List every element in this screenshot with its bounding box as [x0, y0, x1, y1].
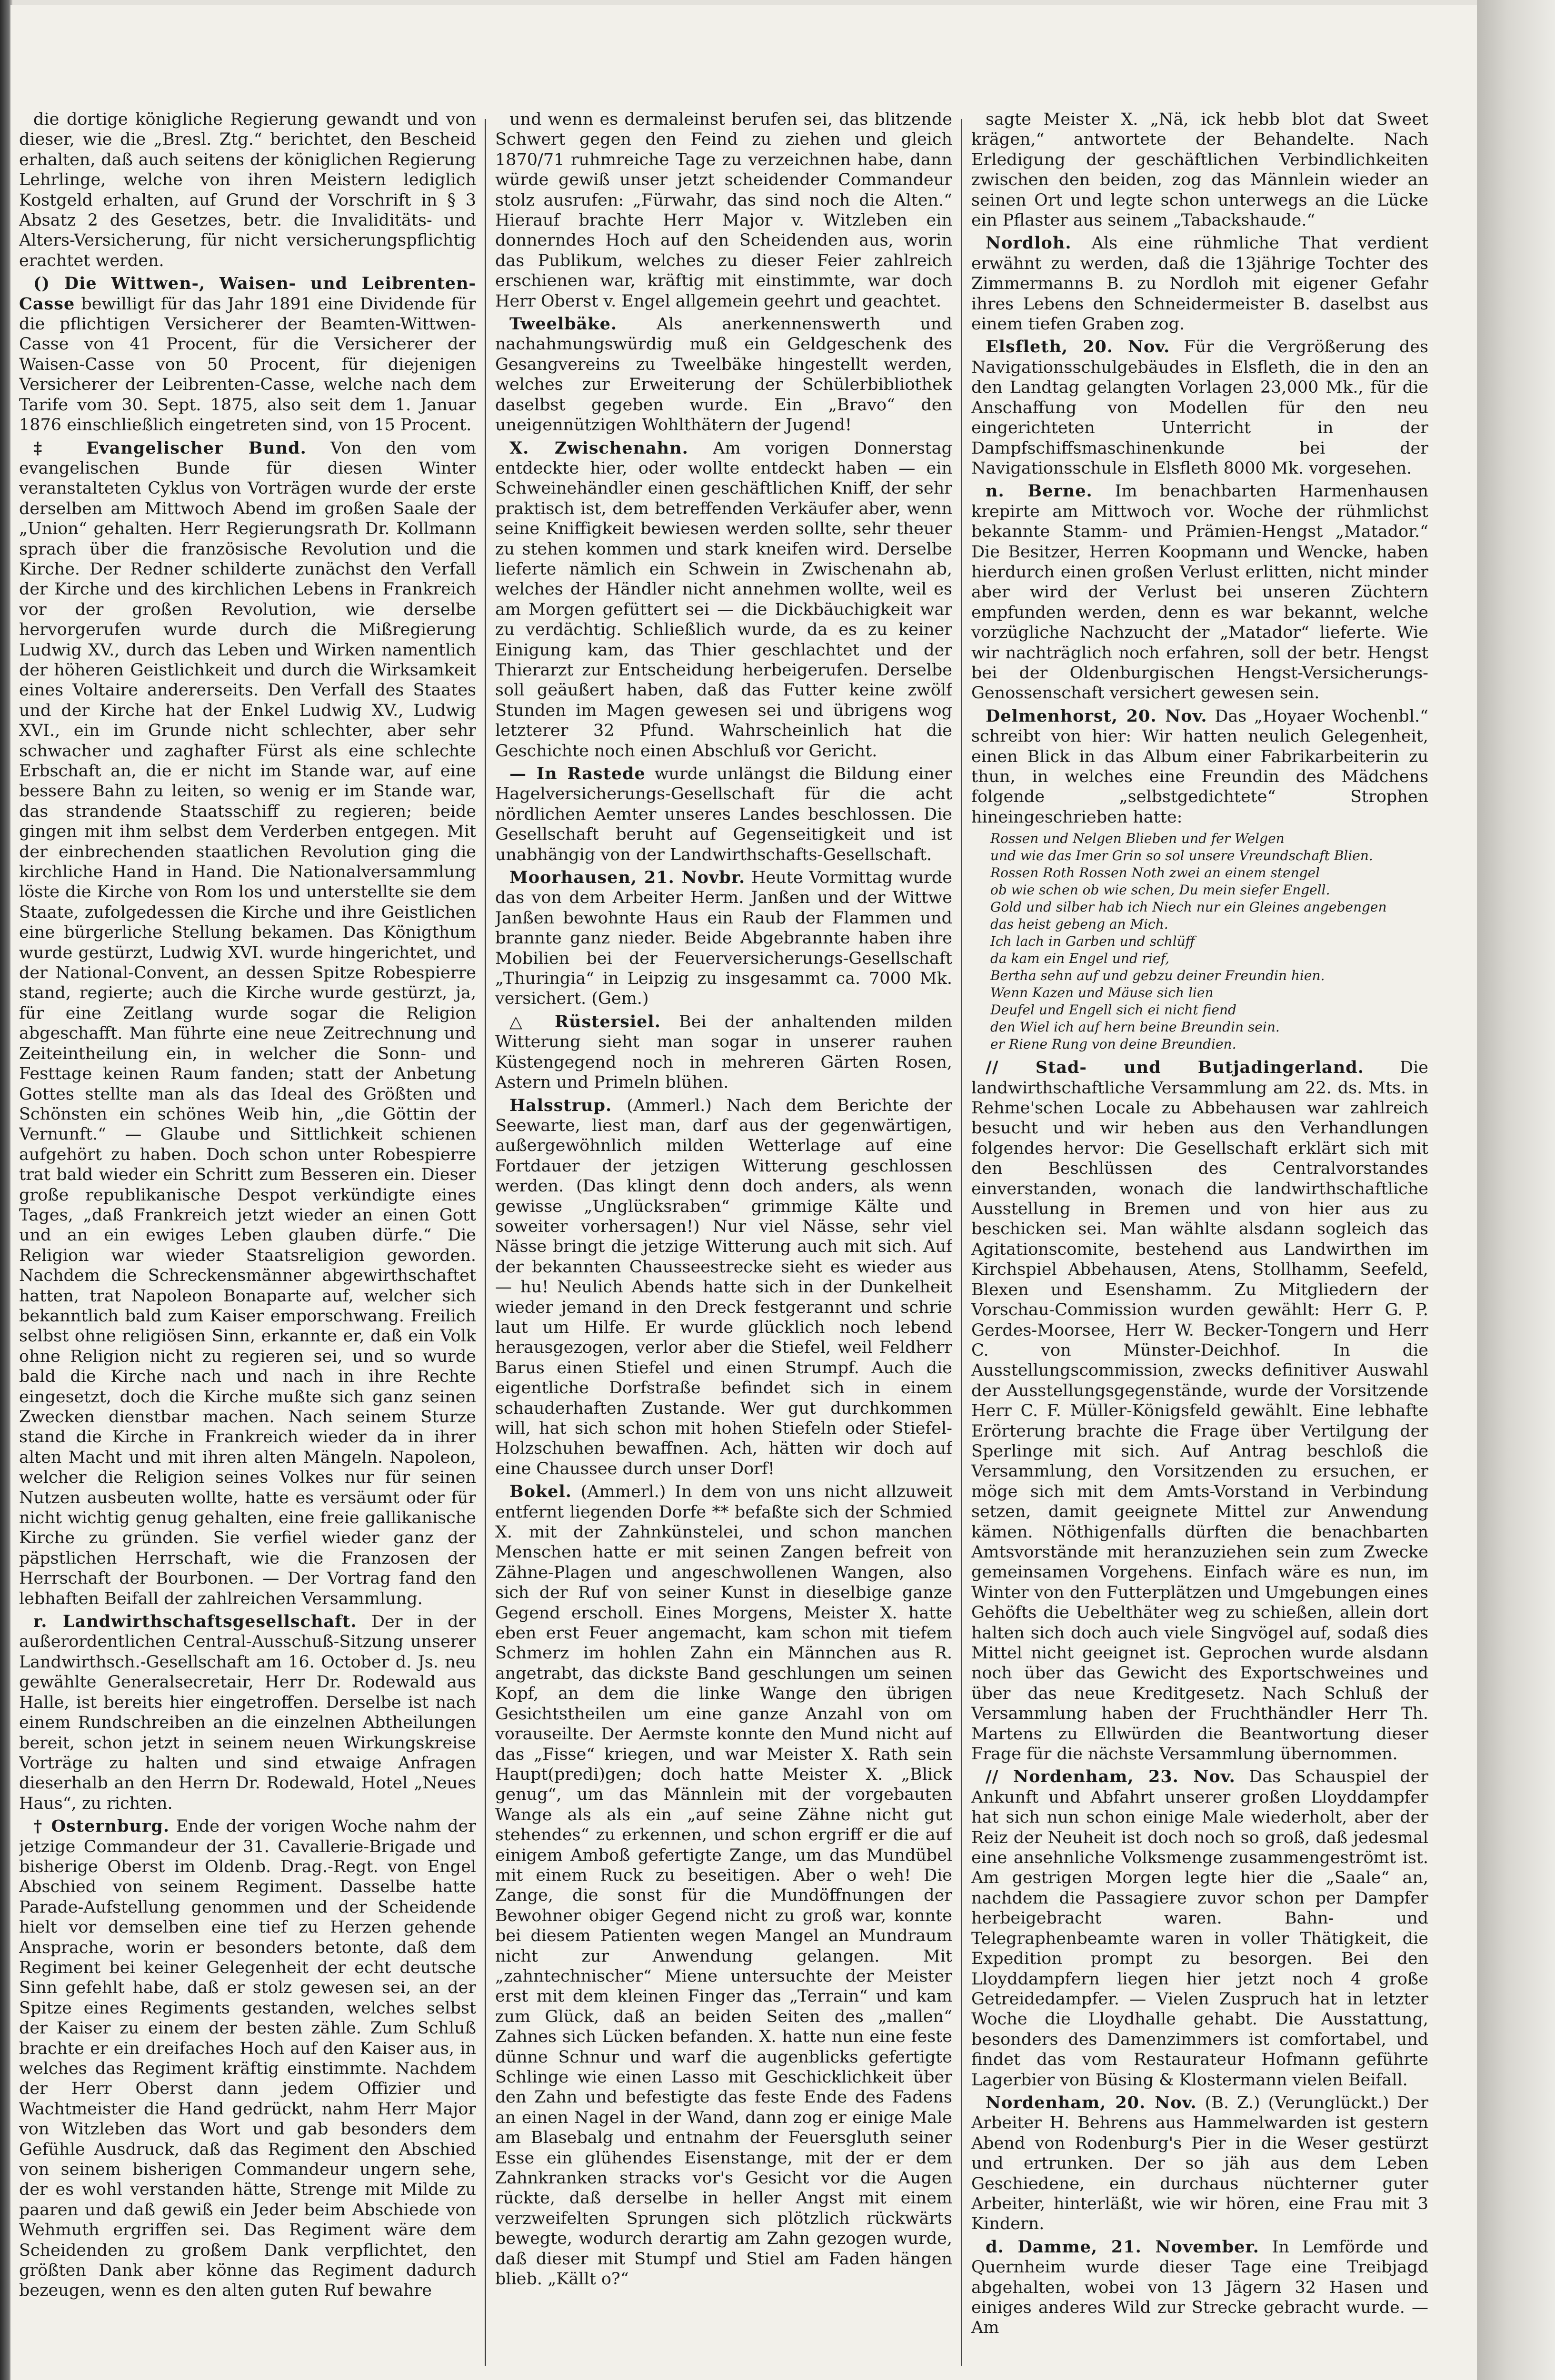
article-heading: Delmenhorst, 20. Nov. — [986, 706, 1207, 726]
page-edge — [1477, 0, 1555, 2380]
article-text: Heute Vormittag wurde das von dem Arbeiter Herm. Janßen und der Wittwe Janßen bewohnte Haus ein Raub der Flammen und brannte ganz nieder. Beide Abgebrannte haben ihre Mobilien bei der Feuerversicherungs-Gesellschaft „Thuringia“ in Leipzig zu insgesammt ca. 7000 Mk. versichert. (Gem.) — [495, 868, 952, 1009]
article-text: Der in der außerordentlichen Central-Ausschuß-Sitzung unserer Landwirthsch.-Gesellschaft am 16. October d. Js. neu gewählte Generalsecretair, Herr Dr. Rodewald aus Halle, ist bereits hier eingetroffen. Derselbe ist nach einem Rundschreiben an die einzelnen Abtheilungen bereit, schon jetzt in seinem neuen Wirkungskreise Vorträge zu halten und sind etwaige Anfragen dieserhalb an den Herrn Dr. Rodewald, Hotel „Neues Haus“, zu richten. — [19, 1612, 476, 1813]
article-heading: () Die Wittwen-, Waisen- und Leibrenten-Casse — [19, 274, 476, 314]
article-heading: † Osternburg. — [33, 1816, 170, 1836]
article — [495, 1012, 952, 1093]
poem-line: Bertha sehn auf und gebzu deiner Freundin hien. — [990, 968, 1325, 984]
article — [19, 1612, 476, 1814]
article-text: Das Schauspiel der Ankunft und Abfahrt unserer großen Lloyddampfer hat sich nun schon einige Male wiederholt, aber der Reiz der Neuheit ist doch noch so groß, daß jedesmal eine ansehnliche Volksmenge zusammengeströmt ist. Am gestrigen Morgen legte hier die „Saale“ an, nachdem die Passagiere zuvor schon per Dampfer herbeigebracht waren. Bahn- und Telegraphenbeamte waren in voller Thätigkeit, die Expedition prompt zu besorgen. Bei den Lloyddampfern liegen hier jetzt noch 4 große Getreidedampfer. — Vielen Zuspruch hat in letzter Woche die Lloydhalle gehabt. Die Ausstattung, besonders des Damenzimmers ist comfortabel, und findet das vom Restaurateur Hofmann geführte Lagerbier von Büsing & Klostermann vielen Beifall. — [971, 1767, 1428, 2090]
article-text: Als anerkennenswerth und nachahmungswürdig muß ein Geldgeschenk des Gesangvereins zu Tweelbäke hingestellt werden, welches zur Erweiterung der Schülerbibliothek daselbst gegeben wurde. Ein „Bravo“ den uneigennützigen Wohlthätern der Jugend! — [495, 315, 952, 435]
poem-line: Gold und silber hab ich Niech nur ein Gleines angebengen — [990, 899, 1387, 915]
column-rule — [961, 119, 962, 2366]
article-heading: Halsstrup. — [509, 1095, 612, 1115]
column-1 — [19, 109, 476, 2356]
article — [19, 1816, 476, 2301]
poem-line: den Wiel ich auf hern beine Breundin sein. — [990, 1019, 1280, 1035]
article — [971, 337, 1428, 478]
poem-line: das heist gebeng an Mich. — [990, 916, 1168, 932]
article-heading: X. Zwischenahn. — [509, 438, 688, 458]
poem-line: und wie das Imer Grin so sol unsere Vreundschaft Blien. — [990, 848, 1373, 864]
column-3 — [971, 109, 1428, 2356]
article-text: Das „Hoyaer Wochenbl.“ schreibt von hier: Wir hatten neulich Gelegenheit, einen Blick in das Album einer Fabrikarbeiterin zu thun, in welches eine Freundin des Mädchens folgende „selbstgedichtete“ Strophen hineingeschrieben hatte: — [971, 706, 1428, 827]
article-text: Am vorigen Donnerstag entdeckte hier, oder wollte entdeckt haben — ein Schweinehändler einen geschäftlichen Kniff, der sehr praktisch ist, dem betreffenden Verkäufer aber, wenn seine Kniffigkeit bewiesen werden sollte, sehr theuer zu stehen kommen und stark kneifen wird. Derselbe lieferte nämlich ein Schwein in Zwischenahn ab, welches der Händler nicht annehmen wollte, weil es am Morgen gefüttert sei — die Dickbäuchigkeit war zu verdächtig. Schließlich wurde, da es zu keiner Einigung kam, das Thier geschlachtet und der Thierarzt zur Entscheidung herbeigerufen. Derselbe soll geäußert haben, daß das Futter keine zwölf Stunden im Magen gewesen sei und übrigens wog letzterer 32 Pfund. Wahrscheinlich hat die Geschichte noch einen Abschluß vor Gericht. — [495, 438, 952, 761]
article — [971, 233, 1428, 334]
article — [971, 1058, 1428, 1764]
article — [495, 438, 952, 762]
article-heading: // Nordenham, 23. Nov. — [986, 1767, 1236, 1787]
article-heading: n. Berne. — [986, 481, 1093, 501]
article — [19, 274, 476, 435]
article — [971, 2237, 1428, 2338]
poem-line: Rossen Roth Rossen Noth zwei an einem stengel — [990, 865, 1320, 881]
article-text: Bei der anhaltenden milden Witterung sieht man sogar in unserer rauhen Küstengegend noch in mehreren Gärten Rosen, Astern und Primeln blühen. — [495, 1012, 952, 1092]
article — [495, 1482, 952, 2289]
paragraph: sagte Meister X. „Nä, ick hebb blot dat Sweet krägen,“ antwortete der Behandelte. Nach Erledigung der geschäftlichen Verbindlichkeiten zwischen den beiden, zog das Männlein wieder an seinen Ort und legte schon unterwegs an die Lücke ein Pflaster aus seinem „Tabackshaude.“ — [971, 110, 1428, 230]
article-heading: Nordenham, 20. Nov. — [986, 2092, 1197, 2112]
article-text: wurde unlängst die Bildung einer Hagelversicherungs-Gesellschaft für die acht nördlichen Aemter unseres Landes beschlossen. Die Gesellschaft beruht auf Gegenseitigkeit und ist unabhängig von der Landwirthschafts-Gesellschaft. — [495, 764, 952, 864]
column-2 — [495, 109, 952, 2356]
article-heading: — In Rastede — [509, 764, 646, 783]
article-text: Von den vom evangelischen Bunde für diesen Winter veranstalteten Cyklus von Vorträgen wurde der erste derselben am Mittwoch Abend im großen Saale der „Union“ gehalten. Herr Regierungsrath Dr. Kollmann sprach über die französische Revolution und die Kirche. Der Redner schilderte zunächst den Verfall der Kirche und des kirchlichen Lebens in Frankreich vor der großen Revolution, wie derselbe hervorgerufen wurde durch die Mißregierung Ludwig XV., durch das Leben und Wirken namentlich der höheren Geistlichkeit und durch die Wirksamkeit eines Voltaire andererseits. Den Verfall des Staates und der Kirche hat der Enkel Ludwig XV., Ludwig XVI., ein im Grunde nicht schlechter, aber sehr schwacher und zaghafter Fürst als eine schlechte Erbschaft an, die er nicht im Stande war, auf eine bessere Bahn zu leiten, so wenig er im Stande war, das strandende Staatsschiff zu regieren; beide gingen mit ihm selbst dem Verderben entgegen. Mit der einbrechenden staatlichen Revolution ging die kirchliche Hand in Hand. Die Nationalversammlung löste die Kirche von Rom los und unterstellte sie dem Staate, zufolgedessen die Kirche und ihre Geistlichen eine bürgerliche Stellung bekamen. Das Königthum wurde gestürzt, Ludwig XVI. wurde hingerichtet, und der National-Convent, an dessen Spitze Robespierre stand, regierte; auch die Kirche wurde gestürzt, ja, für eine Zeitlang wurde sogar die Religion abgeschafft. Man führte eine neue Zeitrechnung und Zeiteintheilung ein, in welcher die Sonn- und Festtage keinen Raum fanden; statt der Anbetung Gottes stellte man als das Ideal des Größten und Schönsten ein schönes Weib hin, „die Göttin der Vernunft.“ — Glaube und Sittlichkeit schienen aufgehört zu haben. Doch schon unter Robespierre trat bald wieder ein Schritt zum Besseren ein. Dieser große republikanische Despot verkündigte eines Tages, „daß Frankreich jetzt wieder an einen Gott und an ein ewiges Leben glauben dürfe.“ Die Religion war wieder Staatsreligion geworden. Nachdem die Schreckensmänner abgewirthschaftet hatten, trat Napoleon Bonaparte auf, welcher sich bekanntlich bald zum Kaiser emporschwang. Freilich selbst ohne religiösen Sinn, erkannte er, daß ein Volk ohne Religion nicht zu regieren sei, und so wurde bald die Kirche nach und nach in ihre Rechte eingesetzt, doch die Kirche mußte sich ganz seinen Zwecken dienstbar machen. Nach seinem Sturze stand die Kirche in Frankreich wieder da in ihrer alten Macht und mit ihren alten Mängeln. Napoleon, welcher die Religion seines Volkes nur für seinen Nutzen ausbeuten wollte, hatte es versäumt oder für nicht wichtig genug gehalten, eine freie gallikanische Kirche zu gründen. Sie verfiel wieder ganz der päpstlichen Herrschaft, wie die Franzosen der Herrschaft der Bourbonen. — Der Vortrag fand den lebhaften Beifall der zahlreichen Versammlung. — [19, 438, 476, 1608]
article — [971, 706, 1428, 827]
article-heading: Elsfleth, 20. Nov. — [986, 337, 1170, 357]
poem-line: Wenn Kazen und Mäuse sich lien — [990, 985, 1214, 1001]
article-text: bewilligt für das Jahr 1891 eine Dividende für die pflichtigen Versicherer der Beamten-Wittwen-Casse von 41 Procent, für die Versicherer der Waisen-Casse von 50 Procent, für diejenigen Versicherer der Leibrenten-Casse, welche nach dem Tarife vom 30. Sept. 1875, also seit dem 1. Januar 1876 einschließlich eingetreten sind, von 15 Procent. — [19, 294, 476, 435]
article-heading: // Stad- und Butjadingerland. — [986, 1058, 1364, 1078]
article — [495, 868, 952, 1009]
article-heading: Bokel. — [509, 1482, 572, 1502]
paragraph: und wenn es dermaleinst berufen sei, das blitzende Schwert gegen den Feind zu ziehen und gleich 1870/71 ruhmreiche Tage zu verzeichnen habe, dann würde gewiß unser jetzt scheidender Commandeur stolz ausrufen: „Fürwahr, das sind noch die Alten.“ Hierauf brachte Herr Major v. Witzleben ein donnerndes Hoch auf den Scheidenden aus, worin das Publikum, welches zu dieser Feier zahlreich erschienen war, kräftig mit einstimmte, war doch Herr Oberst v. Engel allgemein geehrt und geachtet. — [495, 110, 952, 311]
article-text: (B. Z.) (Verunglückt.) Der Arbeiter H. Behrens aus Hammelwarden ist gestern Abend von Rodenburg's Pier in die Weser gestürzt und ertrunken. Der so jäh aus dem Leben Geschiedene, ein durchaus nüchterner guter Arbeiter, hinterläßt, wie wir hören, eine Frau mit 3 Kindern. — [971, 2093, 1428, 2234]
article-heading: ‡ Evangelischer Bund. — [33, 438, 307, 458]
article — [495, 1096, 952, 1479]
article — [495, 314, 952, 435]
article-heading: Nordloh. — [986, 233, 1072, 253]
poem-line: ob wie schen ob wie schen, Du mein siefer Engell. — [990, 882, 1330, 898]
article — [495, 764, 952, 865]
article-text: Im benachbarten Harmenhausen krepirte am Mittwoch vor. Woche der rühmlichst bekannte Stamm- und Prämien-Hengst „Matador.“ Die Besitzer, Herren Koopmann und Wencke, haben hierdurch einen großen Verlust erlitten, nicht minder aber wird der Verlust bei unseren Züchtern empfunden werden, denn es war bekannt, welche vorzügliche Nachzucht der „Matador“ lieferte. Wie wir nachträglich noch erfahren, soll der betr. Hengst bei der Oldenburgischen Hengst-Versicherungs-Genossenschaft versichert gewesen sein. — [971, 482, 1428, 703]
article — [19, 438, 476, 1609]
article-heading: r. Landwirthschaftsgesellschaft. — [33, 1612, 357, 1632]
article-text: Für die Vergrößerung des Navigationsschulgebäudes in Elsfleth, die in den an den Landtag gelangten Vorlagen 23,000 Mk., für die Anschaffung von Modellen für den neu eingerichteten Unterricht in der Dampfschiffsmaschinenkunde bei der Navigationsschule in Elsfleth 8000 Mk. vorgesehen. — [971, 337, 1428, 478]
article — [971, 1767, 1428, 2090]
poem-line: Deufel und Engell sich ei nicht fiend — [990, 1002, 1236, 1018]
album-poem — [971, 830, 1428, 1053]
poem-line: Ich lach in Garben und schlüff — [990, 933, 1195, 950]
poem-line: da kam ein Engel und rief, — [990, 951, 1169, 967]
article-text: Die landwirthschaftliche Versammlung am 22. ds. Mts. in Rehme'schen Locale zu Abbehausen war zahlreich besucht und wir heben aus den Verhandlungen folgendes hervor: Die Gesellschaft erklärt sich mit den Beschlüssen des Centralvorstandes einverstanden, wonach die landwirthschaftliche Ausstellung in Bremen und von hier aus zu beschicken sei. Man wählte alsdann sogleich das Agitationscomite, bestehend aus Landwirthen im Kirchspiel Abbehausen, Atens, Stollhamm, Seefeld, Blexen und Esenshamm. Zu Mitgliedern der Vorschau-Commission wurden gewählt: Herr G. P. Gerdes-Moorsee, Herr W. Becker-Tongern und Herr C. von Münster-Deichhof. In die Ausstellungscommission, zwecks definitiver Auswahl der Ausstellungsgegenstände, wurde der Vorsitzende Herr C. F. Müller-Königsfeld gewählt. Eine lebhafte Erörterung brachte die Frage über Vertilgung der Sperlinge mit sich. Auf Antrag beschloß die Versammlung, den Vorsitzenden zu ersuchen, er möge sich mit dem Amts-Vorstand in Verbindung setzen, damit geeignete Mittel zur Anwendung kämen. Nöthigenfalls dürften die benachbarten Amtsvorstände mit heranzuziehen sein zum Zwecke gemeinsamen Vorgehens. Einfach wäre es nun, im Winter von den Futterplätzen und Umgebungen eines Gehöfts die Uebelthäter weg zu schießen, allein dort halten sich doch auch viele Singvögel auf, sodaß dies Mittel nicht geeignet ist. Geprochen wurde alsdann noch über das Gewicht des Exportschweines und über das neue Kreditgesetz. Nach Schluß der Versammlung haben der Fruchthändler Herr Th. Martens zu Ellwürden die Beantwortung dieser Frage für die nächste Versammlung übernommen. — [971, 1058, 1428, 1764]
poem-line: Rossen und Nelgen Blieben und fer Welgen — [990, 831, 1285, 847]
paragraph: die dortige königliche Regierung gewandt und von dieser, wie die „Bresl. Ztg.“ berichtet, den Bescheid erhalten, daß auch seitens der königlichen Regierung Lehrlinge, welche von ihren Meistern lediglich Kostgeld erhalten, auf Grund der Vorschrift in § 3 Absatz 2 des Gesetzes, betr. die Invaliditäts- und Alters-Versicherung, für nicht versicherungspflichtig erachtet werden. — [19, 110, 476, 270]
poem-line: er Riene Rung von deine Breundien. — [990, 1036, 1236, 1052]
article-text: Ende der vorigen Woche nahm der jetzige Commandeur der 31. Cavallerie-Brigade und bisherige Oberst im Oldenb. Drag.-Regt. von Engel Abschied von seinem Regiment. Dasselbe hatte Parade-Aufstellung genommen und der Scheidende hielt vor demselben eine tief zu Herzen gehende Ansprache, worin er besonders betonte, daß dem Regiment bei keiner Gelegenheit der echt deutsche Sinn gefehlt habe, daß er stolz gewesen sei, an der Spitze eines Regiments gestanden, welches selbst der Kaiser zu einem der besten zähle. Zum Schluß brachte er ein dreifaches Hoch auf den Kaiser aus, in welches das Regiment kräftig einstimmte. Nachdem der Herr Oberst dann jedem Offizier und Wachtmeister die Hand gedrückt, nahm Herr Major von Witzleben das Wort und gab besonders dem Gefühle Ausdruck, daß das Regiment den Abschied von seinem bisherigen Commandeur ungern sehe, der es wohl verstanden hätte, Strenge mit Milde zu paaren und daß gewiß ein Jeder beim Abschiede von Wehmuth ergriffen sei. Das Regiment wäre dem Scheidenden zu großem Dank verpflichtet, den größten Dank aber könne das Regiment dadurch bezeugen, wenn es den alten guten Ruf bewahre — [19, 1817, 476, 2301]
article — [971, 2093, 1428, 2234]
article-text: In Lemförde und Quernheim wurde dieser Tage eine Treibjagd abgehalten, wobei von 13 Jägern 32 Hasen und einiges anderes Wild zur Strecke gebracht wurde. — Am — [971, 2237, 1428, 2338]
article-heading: d. Damme, 21. November. — [986, 2237, 1259, 2257]
column-rule — [485, 119, 486, 2366]
article-heading: △ Rüstersiel. — [509, 1012, 661, 1031]
article-text: (Ammerl.) In dem von uns nicht allzuweit entfernt liegenden Dorfe ** befaßte sich der Schmied X. mit der Zahnkünstelei, und schon manchen Menschen hatte er mit seinen Zangen befreit von Zähne-Plagen und angeschwollenen Wangen, also sich der Ruf von seiner Kunst in dieselbige ganze Gegend erscholl. Eines Morgens, Meister X. hatte eben erst Feuer angemacht, kam schon mit tiefem Schmerz im hohlen Zahn ein Männchen aus R. angetrabt, das dickste Band geschlungen um seinen Kopf, an dem die linke Wange den übrigen Gesichtstheilen um eine ganze Anzahl von om vorauseilte. Der Aermste konnte den Mund nicht auf das „Fisse“ kriegen, und war Meister X. Rath sein Haupt(predi)gen; doch hatte Meister X. „Blick genug“, um das Männlein mit der vorgebauten Wange als als ein „auf seine Zähne nicht gut stehendes“ zu erkennen, und schon ergriff er die auf einigem Amboß gefertigte Zange, um das Mundübel mit einem Ruck zu beseitigen. Aber o weh! Die Zange, die sonst für die Mundöffnungen der Bewohner obiger Gegend nicht zu groß war, konnte bei diesem Patienten wegen Mangel an Mundraum nicht zur Anwendung gelangen. Mit „zahntechnischer“ Miene untersuchte der Meister erst mit dem kleinen Finger das „Terrain“ und kam zum Glück, daß an beiden Seiten des „mallen“ Zahnes sich Lücken befanden. X. hatte nun eine feste dünne Schnur und warf die augenblicks gefertigte Schlinge wie einen Lasso mit Geschicklichkeit über den Zahn und befestigte das feste Ende des Fadens an einen Nagel in der Wand, dann zog er einige Male am Blasebalg und entnahm der Feuersgluth seiner Esse ein glühendes Eisenstange, mit der er dem Zahnkranken stracks vor's Gesicht vor die Augen rückte, daß derselbe in heller Angst mit einem verzweifelten Sprungen sich plötzlich rückwärts bewegte, wodurch derartig am Zahn gezogen wurde, daß dieser mit Stumpf und Stiel am Faden hängen blieb. „Källt o?“ — [495, 1482, 952, 2289]
article-heading: Tweelbäke. — [509, 314, 618, 334]
article — [971, 481, 1428, 703]
article-text: (Ammerl.) Nach dem Berichte der Seewarte, liest man, darf aus der gegenwärtigen, außergewöhnlich milden Wetterlage auf eine Fortdauer der jetzigen Witterung geschlossen werden. (Das klingt denn doch anders, als wenn gewisse „Unglücksraben“ grimmige Kälte und soweiter vorhersagen!) Nur viel Nässe, sehr viel Nässe bringt die jetzige Witterung auch mit sich. Auf der bekannten Chausseestrecke sieht es wieder aus — hu! Neulich Abends hatte sich in der Dunkelheit wieder jemand in den Dreck festgerannt und schrie laut um Hilfe. Er wurde glücklich noch lebend herausgezogen, verlor aber die Stiefel, weil Feldherr Barus einen Stiefel und einen Strumpf. Auch die eigentliche Dorfstraße befindet sich in einem schauderhaften Zustande. Wer gut durchkommen will, hat sich schon mit hohen Stiefeln oder Stiefel-Holzschuhen bewaffnen. Ach, hätten wir doch auf eine Chaussee durch unser Dorf! — [495, 1096, 952, 1478]
article-text: Als eine rühmliche That verdient erwähnt zu werden, daß die 13jährige Tochter des Zimmermanns B. zu Nordloh mit eigener Gefahr ihres Lebens den Schneidermeister B. daselbst aus einem tiefen Graben zog. — [971, 234, 1428, 334]
article-heading: Moorhausen, 21. Novbr. — [509, 868, 746, 888]
